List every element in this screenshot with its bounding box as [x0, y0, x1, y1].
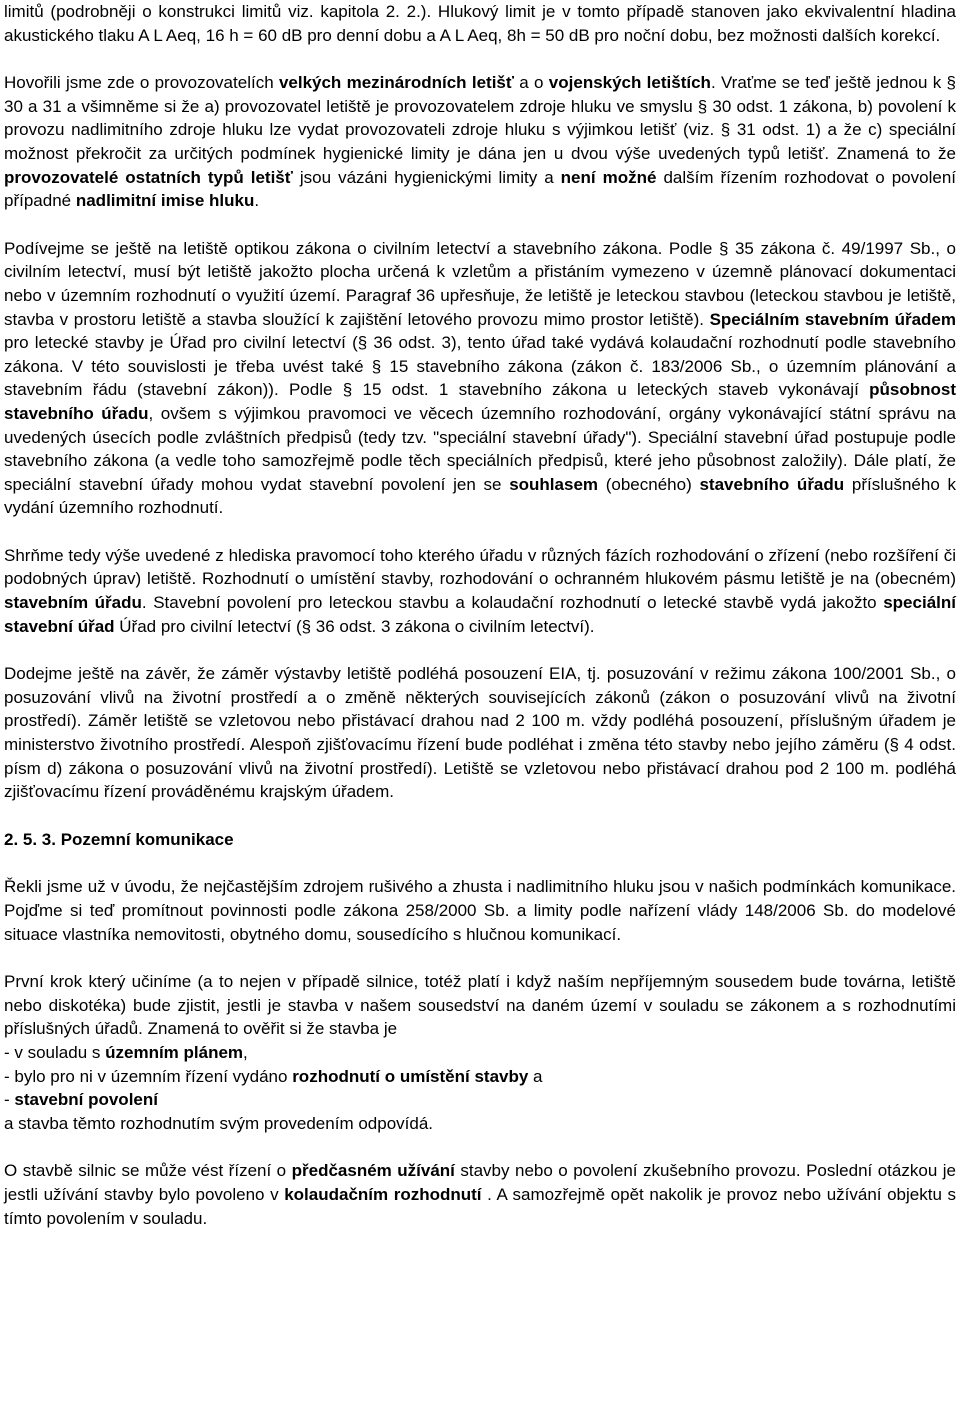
bold-text: speciální stavební úřad [4, 593, 956, 636]
section-heading: 2. 5. 3. Pozemní komunikace [4, 829, 234, 849]
bold-text: vojenských letištích [548, 73, 711, 93]
paragraph-p2 [4, 71, 956, 213]
paragraph-p8 [4, 1159, 956, 1230]
bold-text: není možné [560, 167, 657, 187]
text-run: První krok který učiníme (a to nejen v případě silnice, totéž platí i když naším nepříjemným sousedem bude továrna, letiště nebo diskotéka) bude zjistit, jestli je stavba v našem sousedství na daném území v souladu se zákonem a s rozhodnutími příslušných úřadů. Znamená to ověřit si že stavba je [4, 972, 956, 1039]
text-run: jsou vázáni hygienickými limity a [292, 167, 561, 187]
text-run: a stavba těmto rozhodnutím svým provedením odpovídá. [4, 1113, 434, 1133]
document-page [4, 0, 956, 1254]
bold-text: rozhodnutí o umístění stavby [292, 1066, 529, 1086]
bold-text: stavební povolení [14, 1090, 158, 1110]
bold-text: kolaudačním rozhodnutí [284, 1184, 482, 1204]
paragraph-p6 [4, 875, 956, 946]
paragraph-p1 [4, 0, 956, 47]
requirements-list [4, 1041, 956, 1135]
paragraph-p7 [4, 970, 956, 1041]
text-run: . A samozřejmě opět nakolik je provoz nebo užívání objektu s tímto povolením v souladu. [4, 1184, 957, 1228]
bold-text: stavebním úřadu [4, 593, 142, 613]
text-run: Hovořili jsme zde o provozovatelích [4, 73, 279, 93]
text-run: . [254, 191, 260, 211]
paragraph-p4 [4, 544, 956, 638]
text-run: , ovšem s výjimkou pravomoci ve věcech územního rozhodování, orgány vykonávající státní správu na uvedených úsecích podle zvláštních předpisů (tedy tzv. "speciální stavební úřady"). Speciální stavební úřad postupuje podle stavebního zákona (a vedle toho samozřejmě podle těch speciálních předpisů, které jeho působnost založily). Dále platí, že speciální stavební úřady mohou vydat stavební povolení jen se [4, 403, 956, 494]
bold-text: Speciálním stavebním úřadem [709, 309, 956, 329]
text-run: - bylo pro ni v územním řízení vydáno [4, 1066, 293, 1086]
text-run: Úřad pro civilní letectví (§ 36 odst. 3 zákona o civilním letectví). [114, 616, 595, 636]
text-run: . Vraťme se teď ještě jednou k § 30 a 31 a všimněme si že a) provozovatel letiště je provozovatelem zdroje hluku ve smyslu § 30 odst. 1 zákona, b) povolení k provozu nadlimitního zdroje hluku lze vydat provozovateli zdroje hluku s výjimkou letišť (viz. § 31 odst. 1) a že c) speciální možnost překročit za určitých podmínek hygienické limity je dána jen u dvou výše uvedených typů letišť. Znamená to že [4, 73, 956, 163]
text-run: Podívejme se ještě na letiště optikou zákona o civilním letectví a stavebního zákona. Podle § 35 zákona č. 49/1997 Sb., o civilním letectví, musí být letiště jakožto plocha určená k vzletům a přistáním vymezeno v územně plánovací dokumentaci nebo v územním rozhodnutí o využití území. Paragraf 36 upřesňuje, že letiště je leteckou stavbou (leteckou stavbou je letiště, stavba v prostoru letiště a stavba sloužící k zajištění letového provozu mimo prostor letiště). [4, 238, 956, 329]
text-run: a o [514, 73, 549, 93]
text-run: limitů (podrobněji o konstrukci limitů viz. kapitola 2. 2.). Hlukový limit je v tomto případě stanoven jako ekvivalentní hladina akustického tlaku A L Aeq, 16 h = 60 dB pro denní dobu a A L Aeq, 8h = 50 dB pro noční dobu, bez možnosti dalších korekcí. [4, 2, 956, 45]
bold-text: souhlasem [509, 474, 599, 494]
text-run: - [4, 1090, 15, 1110]
bold-text: územním plánem [105, 1042, 244, 1062]
text-run: , [243, 1042, 248, 1062]
bold-text: provozovatelé ostatních typů letišť [4, 167, 293, 187]
paragraph-group-usage [4, 1159, 956, 1230]
bold-text: stavebního úřadu [699, 474, 845, 494]
text-run: (obecného) [598, 474, 700, 494]
text-run: pro letecké stavby je Úřad pro civilní letectví (§ 36 odst. 3), tento úřad také vydává kolaudační rozhodnutí podle stavebního zákona. V této souvislosti je třeba uvést také § 15 stavebního zákona (zákon č. 183/2006 Sb., o územním plánování a stavebním řádu (stavební zákon)). Podle § 15 odst. 1 stavebního zákona u leteckých staveb vykonávají [4, 333, 956, 400]
list-item [4, 1088, 956, 1112]
text-run: . Stavební povolení pro leteckou stavbu a kolaudační rozhodnutí o letecké stavbě vydá jakožto [141, 593, 884, 613]
paragraph-p5 [4, 662, 956, 804]
paragraph-group-roads [4, 875, 956, 1041]
text-run: příslušného k vydání územního rozhodnutí. [4, 474, 956, 518]
list-item [4, 1065, 956, 1089]
text-run: - v souladu s [4, 1042, 106, 1062]
list-item [4, 1112, 956, 1136]
text-run: Shrňme tedy výše uvedené z hlediska pravomocí toho kterého úřadu v různých fázích rozhodování o zřízení (nebo rozšíření či podobných úprav) letiště. Rozhodnutí o umístění stavby, rozhodování o ochranném hlukovém pásmu letiště je na (obecném) [4, 545, 956, 589]
bold-text: nadlimitní imise hluku [75, 191, 255, 211]
text-run: Řekli jsme už v úvodu, že nejčastějším zdrojem rušivého a zhusta i nadlimitního hluku jsou v našich podmínkách komunikace. Pojďme si teď promítnout povinnosti podle zákona 258/2000 Sb. a limity podle nařízení vlády 148/2006 Sb. do modelové situace vlastníka nemovitosti, obytného domu, sousedícího s hlučnou komunikací. [4, 877, 956, 944]
bold-text: velkých mezinárodních letišť [278, 73, 515, 93]
text-run: a [528, 1066, 543, 1086]
bold-text: působnost stavebního úřadu [4, 380, 956, 423]
paragraph-group-airports [4, 0, 956, 804]
list-item [4, 1041, 956, 1065]
text-run: O stavbě silnic se může vést řízení o [4, 1161, 292, 1181]
text-run: Dodejme ještě na závěr, že záměr výstavby letiště podléhá posouzení EIA, tj. posuzování v režimu zákona 100/2001 Sb., o posuzování vlivů na životní prostředí a o změně některých souvisejících zákonů (zákon o posuzování vlivů na životní prostředí). Záměr letiště se vzletovou nebo přistávací drahou nad 2 100 m. vždy podléhá posouzení, příslušným úřadem je ministerstvo životního prostředí. Alespoň zjišťovacímu řízení bude podléhat i změna této stavby nebo jejího záměru (§ 4 odst. písm d) zákona o posuzování vlivů na životní prostředí). Letiště se vzletovou nebo přistávací drahou pod 2 100 m. podléhá zjišťovacímu řízení prováděnému krajským úřadem. [4, 664, 956, 802]
text-run: stavby nebo o povolení zkušebního provozu. Poslední otázkou je jestli užívání stavby bylo povoleno v [4, 1161, 956, 1204]
text-run: dalším řízením rozhodovat o povolení případné [4, 167, 957, 211]
paragraph-p3 [4, 237, 956, 520]
bold-text: předčasném užívání [291, 1161, 455, 1181]
